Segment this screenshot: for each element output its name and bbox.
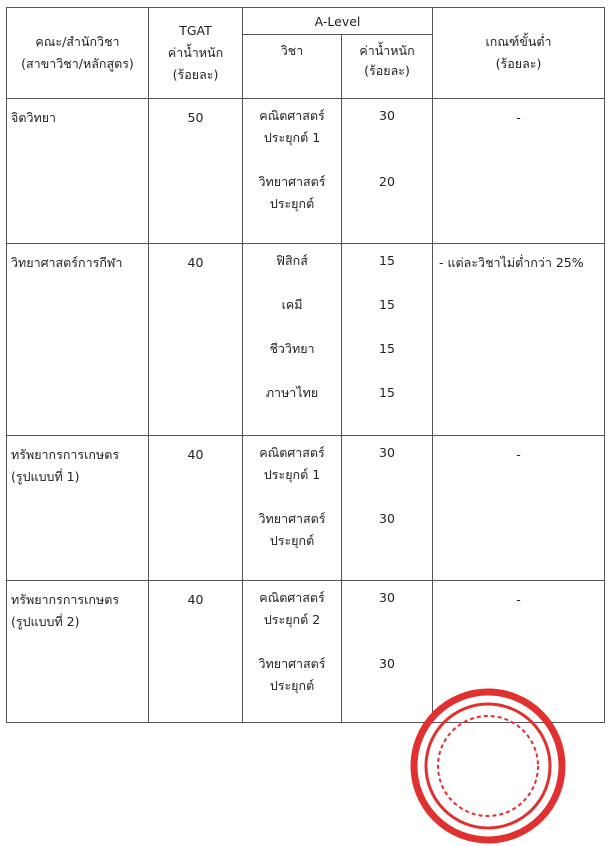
table-row <box>7 99 605 244</box>
subject-weight: 30 <box>379 108 395 123</box>
criteria-cell: - แต่ละวิชาไม่ต่ำกว่า 25% <box>433 244 605 436</box>
header-criteria-line2: (ร้อยละ) <box>495 56 542 71</box>
subject-name: คณิตศาสตร์ <box>259 108 325 123</box>
subject-name: วิทยาศาสตร์ <box>258 174 326 189</box>
header-subject-label: วิชา <box>280 43 304 58</box>
subject-weight: 20 <box>379 174 395 189</box>
criteria-cell: - <box>433 436 605 581</box>
faculty-name: ทรัพยากรการเกษตร <box>11 447 120 462</box>
subject-name: ประยุกต์ <box>269 533 315 548</box>
header-tgat-line2: ค่าน้ำหนัก <box>167 45 224 60</box>
faculty-cell <box>7 244 149 436</box>
subject-name: คณิตศาสตร์ <box>259 590 325 605</box>
faculty-variant: (รูปแบบที่ 2) <box>11 614 80 629</box>
faculty-name: ทรัพยากรการเกษตร <box>11 592 120 607</box>
header-criteria-line1: เกณฑ์ขั้นต่ำ <box>485 34 552 49</box>
header-weight-line1: ค่าน้ำหนัก <box>359 43 415 58</box>
subjects-cell <box>243 99 342 244</box>
subject-name: เคมี <box>281 297 303 312</box>
header-criteria <box>433 8 605 99</box>
subject-weight: 30 <box>379 445 395 460</box>
tgat-weight-cell: 40 <box>149 436 243 581</box>
header-faculty-line2: (สาขาวิชา/หลักสูตร) <box>21 56 134 71</box>
criteria-cell: - <box>433 581 605 723</box>
header-alevel: A-Level <box>243 8 433 35</box>
subject-weight: 15 <box>379 297 395 312</box>
header-tgat-line1: TGAT <box>179 23 212 38</box>
subject-name: ประยุกต์ 1 <box>263 130 321 145</box>
subjects-cell <box>243 244 342 436</box>
subject-weight: 15 <box>379 253 395 268</box>
subjects-cell <box>243 436 342 581</box>
admission-weights-table <box>6 7 605 723</box>
tgat-weight-cell: 40 <box>149 244 243 436</box>
table-row <box>7 436 605 581</box>
header-weight <box>342 35 433 99</box>
subject-name: ประยุกต์ 1 <box>263 467 321 482</box>
weights-cell <box>342 436 433 581</box>
weights-cell <box>342 99 433 244</box>
subject-name: คณิตศาสตร์ <box>259 445 325 460</box>
faculty-name: จิตวิทยา <box>11 110 57 125</box>
header-tgat <box>149 8 243 99</box>
subject-name: วิทยาศาสตร์ <box>258 511 326 526</box>
weights-cell <box>342 244 433 436</box>
header-faculty <box>7 8 149 99</box>
subject-name: ประยุกต์ <box>269 196 315 211</box>
subject-weight: 30 <box>379 656 395 671</box>
faculty-cell <box>7 436 149 581</box>
subject-name: ฟิสิกส์ <box>276 253 308 268</box>
subject-weight: 30 <box>379 511 395 526</box>
tgat-weight-cell: 50 <box>149 99 243 244</box>
subjects-cell <box>243 581 342 723</box>
subject-weight: 30 <box>379 590 395 605</box>
faculty-name: วิทยาศาสตร์การกีฬา <box>11 255 123 270</box>
faculty-variant: (รูปแบบที่ 1) <box>11 469 80 484</box>
faculty-cell <box>7 99 149 244</box>
official-seal-stamp <box>408 686 568 846</box>
subject-weight: 15 <box>379 385 395 400</box>
tgat-weight-cell: 40 <box>149 581 243 723</box>
faculty-cell <box>7 581 149 723</box>
header-tgat-line3: (ร้อยละ) <box>172 67 219 82</box>
header-weight-line2: (ร้อยละ) <box>364 63 410 78</box>
subject-weight: 15 <box>379 341 395 356</box>
subject-name: ภาษาไทย <box>265 385 319 400</box>
subject-name: ชีววิทยา <box>269 341 315 356</box>
subject-name: วิทยาศาสตร์ <box>258 656 326 671</box>
table-row <box>7 244 605 436</box>
criteria-cell: - <box>433 99 605 244</box>
subject-name: ประยุกต์ 2 <box>263 612 321 627</box>
header-faculty-line1: คณะ/สำนักวิชา <box>35 34 120 49</box>
subject-name: ประยุกต์ <box>269 678 315 693</box>
header-subject <box>243 35 342 99</box>
